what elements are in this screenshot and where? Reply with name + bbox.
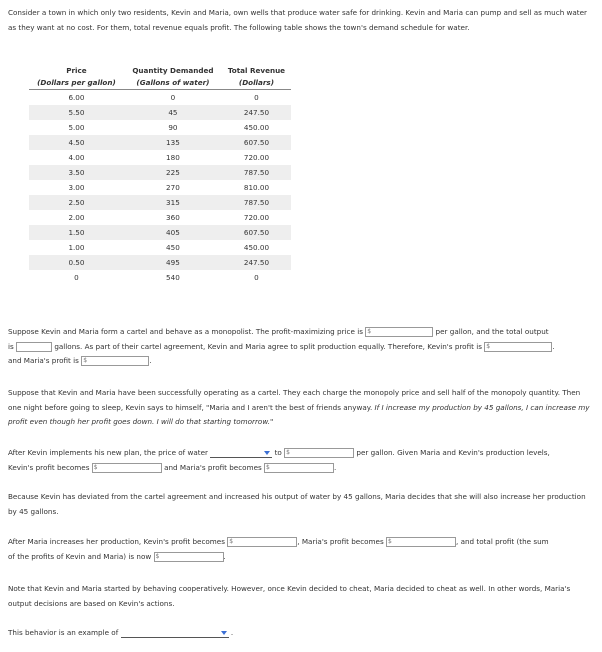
chevron-down-icon	[264, 451, 270, 455]
col-subheader-quantity: (Gallons of water)	[124, 77, 222, 90]
cell-quantity: 135	[124, 135, 222, 150]
behavior-type-dropdown[interactable]	[121, 629, 229, 638]
both-cheat-question: After Maria increases her production, Kevin's profit becomes $ , Maria's profit becomes $ , and total profit (the sum of the profits of Kevin and Maria) is now $ .	[8, 537, 549, 561]
kevin-story-paragraph: Suppose that Kevin and Maria have been successfully operating as a cartel. They each charge the monopoly price and sell half of the monopoly quantity. Then one night before going to sleep, Kevin says to himself, "Maria and I aren't the best of friends anyway. If I increase my production by 45 gallons, I can increase my profit even though her profit goes down. I will do that starting tomorrow."	[8, 388, 590, 426]
cell-revenue: 720.00	[243, 213, 270, 222]
cell-revenue: 787.50	[222, 195, 291, 210]
cell-price: 4.00	[68, 153, 85, 162]
table-row	[29, 105, 291, 120]
cell-price: 1.00	[68, 243, 85, 252]
table-row	[29, 240, 291, 255]
cell-revenue: 450.00	[243, 243, 270, 252]
table-row	[29, 135, 291, 150]
behavior-question: This behavior is an example of .	[8, 628, 234, 637]
kevin-final-profit-input[interactable]: $	[227, 537, 297, 547]
cell-revenue: 247.50	[222, 105, 291, 120]
cell-price: 0	[74, 273, 79, 282]
cell-price: 5.50	[29, 105, 124, 120]
table-row	[29, 225, 291, 240]
cell-quantity: 315	[124, 195, 222, 210]
new-price-input[interactable]: $	[284, 448, 354, 458]
cell-revenue: 607.50	[222, 225, 291, 240]
col-subheader-price: (Dollars per gallon)	[29, 77, 124, 90]
maria-profit-input[interactable]: $	[81, 356, 149, 366]
cell-quantity: 90	[168, 123, 178, 132]
col-subheader-revenue: (Dollars)	[222, 77, 291, 90]
cell-price: 5.00	[68, 123, 85, 132]
kevin-profit-input[interactable]: $	[484, 342, 552, 352]
cell-quantity: 360	[166, 213, 180, 222]
note-paragraph: Note that Kevin and Maria started by behaving cooperatively. However, once Kevin decided to cheat, Maria decided to cheat as well. In other words, Maria's output decisions are based on Kevin's actions.	[8, 584, 571, 608]
price-change-dropdown[interactable]	[210, 449, 272, 458]
cell-price: 6.00	[68, 93, 85, 102]
kevin-deviation-question: After Kevin implements his new plan, the price of water to $ per gallon. Given Maria and Kevin's production levels, Kevin's profit becomes $ and Maria's profit becomes $ .	[8, 448, 550, 472]
chevron-down-icon	[221, 631, 227, 635]
total-profit-input[interactable]: $	[154, 552, 224, 562]
table-row	[29, 210, 291, 225]
table-row	[29, 120, 291, 135]
cell-revenue: 720.00	[243, 153, 270, 162]
cell-quantity: 225	[124, 165, 222, 180]
monopoly-price-input[interactable]: $	[365, 327, 433, 337]
cell-price: 3.50	[29, 165, 124, 180]
cell-price: 1.50	[29, 225, 124, 240]
table-row	[29, 270, 291, 285]
maria-new-profit-input[interactable]: $	[264, 463, 334, 473]
table-row	[29, 165, 291, 180]
table-row	[29, 195, 291, 210]
kevin-new-profit-input[interactable]: $	[92, 463, 162, 473]
cartel-question: Suppose Kevin and Maria form a cartel and behave as a monopolist. The profit-maximizing price is $ per gallon, and the total output is gallons. As part of their cartel agreement, Kevin and Maria agree to split production equally. Therefore, Kevin's profit is $ . and Maria's profit is $ .	[8, 327, 555, 365]
intro-paragraph: Consider a town in which only two residents, Kevin and Maria, own wells that produce water safe for drinking. Kevin and Maria can pump and sell as much water as they want at no cost. For them, total revenue equals profit. The following table shows the town's demand schedule for water.	[8, 8, 588, 32]
col-header-price: Price	[66, 66, 87, 75]
cell-revenue: 787.50	[222, 165, 291, 180]
cell-quantity: 405	[124, 225, 222, 240]
cell-quantity: 180	[166, 153, 180, 162]
maria-final-profit-input[interactable]: $	[386, 537, 456, 547]
cell-revenue: 810.00	[243, 183, 270, 192]
cell-quantity: 495	[124, 255, 222, 270]
cell-revenue: 607.50	[222, 135, 291, 150]
table-row	[29, 150, 291, 165]
col-header-revenue: Total Revenue	[227, 66, 286, 75]
cell-price: 4.50	[29, 135, 124, 150]
cell-price: 2.00	[68, 213, 85, 222]
table-row	[29, 180, 291, 195]
table-row	[29, 255, 291, 270]
cell-quantity: 45	[124, 105, 222, 120]
demand-schedule-table	[29, 65, 291, 285]
cell-revenue: 0	[254, 93, 259, 102]
cell-quantity: 270	[166, 183, 180, 192]
cell-quantity: 450	[166, 243, 180, 252]
cell-revenue: 0	[254, 273, 259, 282]
cell-price: 2.50	[29, 195, 124, 210]
col-header-quantity: Quantity Demanded	[132, 66, 214, 75]
maria-deviation-paragraph: Because Kevin has deviated from the cartel agreement and increased his output of water by 45 gallons, Maria decides that she will also increase her production by 45 gallons.	[8, 492, 586, 516]
total-output-input[interactable]	[16, 342, 52, 352]
cell-quantity: 0	[170, 93, 176, 102]
table-row	[29, 90, 291, 106]
cell-revenue: 247.50	[222, 255, 291, 270]
cell-quantity: 540	[166, 273, 180, 282]
cell-price: 3.00	[68, 183, 85, 192]
cell-revenue: 450.00	[243, 123, 270, 132]
cell-price: 0.50	[29, 255, 124, 270]
